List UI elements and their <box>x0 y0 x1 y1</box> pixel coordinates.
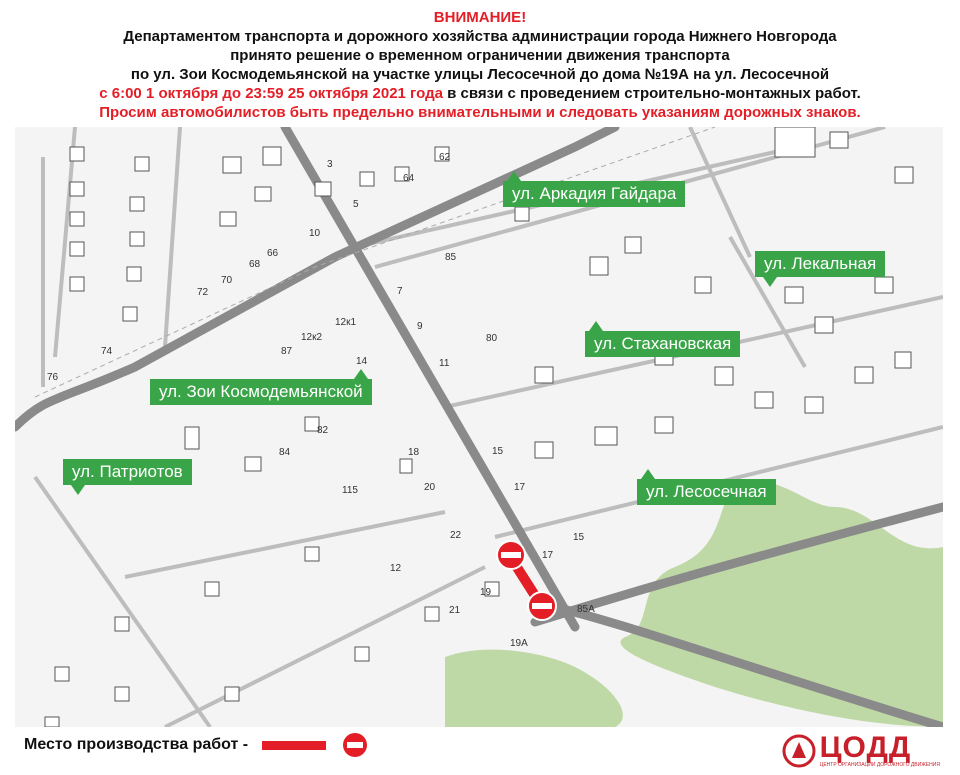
house-number: 74 <box>101 346 113 357</box>
house-number: 72 <box>197 287 209 298</box>
codd-logo <box>782 731 940 768</box>
house-number: 68 <box>249 259 261 270</box>
legend <box>24 733 368 757</box>
house-number: 11 <box>439 358 450 369</box>
house-number: 12к1 <box>335 317 357 328</box>
legend-closure-bar <box>262 741 326 750</box>
street-label-gaidara: ул. Аркадия Гайдара <box>503 181 685 207</box>
notice-line-3: принято решение о временном ограничении движения транспорта <box>230 47 730 64</box>
house-number: 80 <box>486 333 498 344</box>
map-canvas <box>15 127 943 727</box>
notice-line-4: по ул. Зои Космодемьянской на участке улицы Лесосечной до дома №19А на ул. Лесосечной <box>130 66 830 83</box>
house-number: 15 <box>492 446 504 457</box>
house-number: 14 <box>356 356 368 367</box>
notice-warning: Просим автомобилистов быть предельно внимательными и следовать указаниям дорожных знаков. <box>99 104 861 121</box>
no-entry-sign <box>528 592 556 620</box>
house-number: 9 <box>417 321 423 332</box>
notice-reason: в связи с проведением строительно-монтажных работ. <box>442 85 861 102</box>
logo-subtitle: ЦЕНТР ОРГАНИЗАЦИИ ДОРОЖНОГО ДВИЖЕНИЯ <box>819 762 940 768</box>
house-number: 20 <box>424 482 436 493</box>
house-number: 87 <box>281 346 293 357</box>
house-number: 12 <box>390 563 402 574</box>
notice-dates: с 6:00 1 октября до 23:59 25 октября 2021 года <box>99 85 443 102</box>
legend-label: Место производства работ - <box>24 736 249 753</box>
notice-title: ВНИМАНИЕ! <box>433 9 527 26</box>
house-number: 18 <box>408 447 420 458</box>
street-label-patriotov: ул. Патриотов <box>63 459 192 485</box>
street-label-stakhanovskaya: ул. Стахановская <box>585 331 740 357</box>
notice-line-2: Департаментом транспорта и дорожного хозяйства администрации города Нижнего Новгорода <box>123 28 837 45</box>
notice-header <box>0 8 960 122</box>
house-number: 85 <box>445 252 457 263</box>
house-number: 3 <box>327 159 333 170</box>
street-label-lesosechnaya: ул. Лесосечная <box>637 479 776 505</box>
map-area <box>15 127 943 727</box>
house-number: 66 <box>267 248 279 259</box>
house-number: 85А <box>577 604 595 615</box>
house-number: 12к2 <box>301 332 323 343</box>
house-number: 70 <box>221 275 233 286</box>
house-number: 19 <box>480 587 492 598</box>
codd-emblem-icon <box>782 734 816 768</box>
street-label-kosmodemyanskoy: ул. Зои Космодемьянской <box>150 379 372 405</box>
park-area <box>445 481 943 727</box>
house-number: 10 <box>309 228 321 239</box>
house-number: 22 <box>450 530 462 541</box>
house-number: 76 <box>47 372 59 383</box>
house-number: 64 <box>403 173 415 184</box>
house-number: 5 <box>353 199 359 210</box>
house-number: 115 <box>342 485 358 496</box>
house-number: 7 <box>397 286 403 297</box>
house-number: 21 <box>449 605 461 616</box>
logo-name: ЦОДД <box>819 731 912 764</box>
house-number: 17 <box>514 482 526 493</box>
no-entry-icon <box>342 732 368 758</box>
house-number: 62 <box>439 152 451 163</box>
house-number: 84 <box>279 447 291 458</box>
street-label-lekalnaya: ул. Лекальная <box>755 251 885 277</box>
house-number: 19А <box>510 638 528 649</box>
no-entry-sign <box>497 541 525 569</box>
house-number: 82 <box>317 425 329 436</box>
notice-line-5 <box>0 84 960 103</box>
house-number: 17 <box>542 550 554 561</box>
house-number: 15 <box>573 532 585 543</box>
